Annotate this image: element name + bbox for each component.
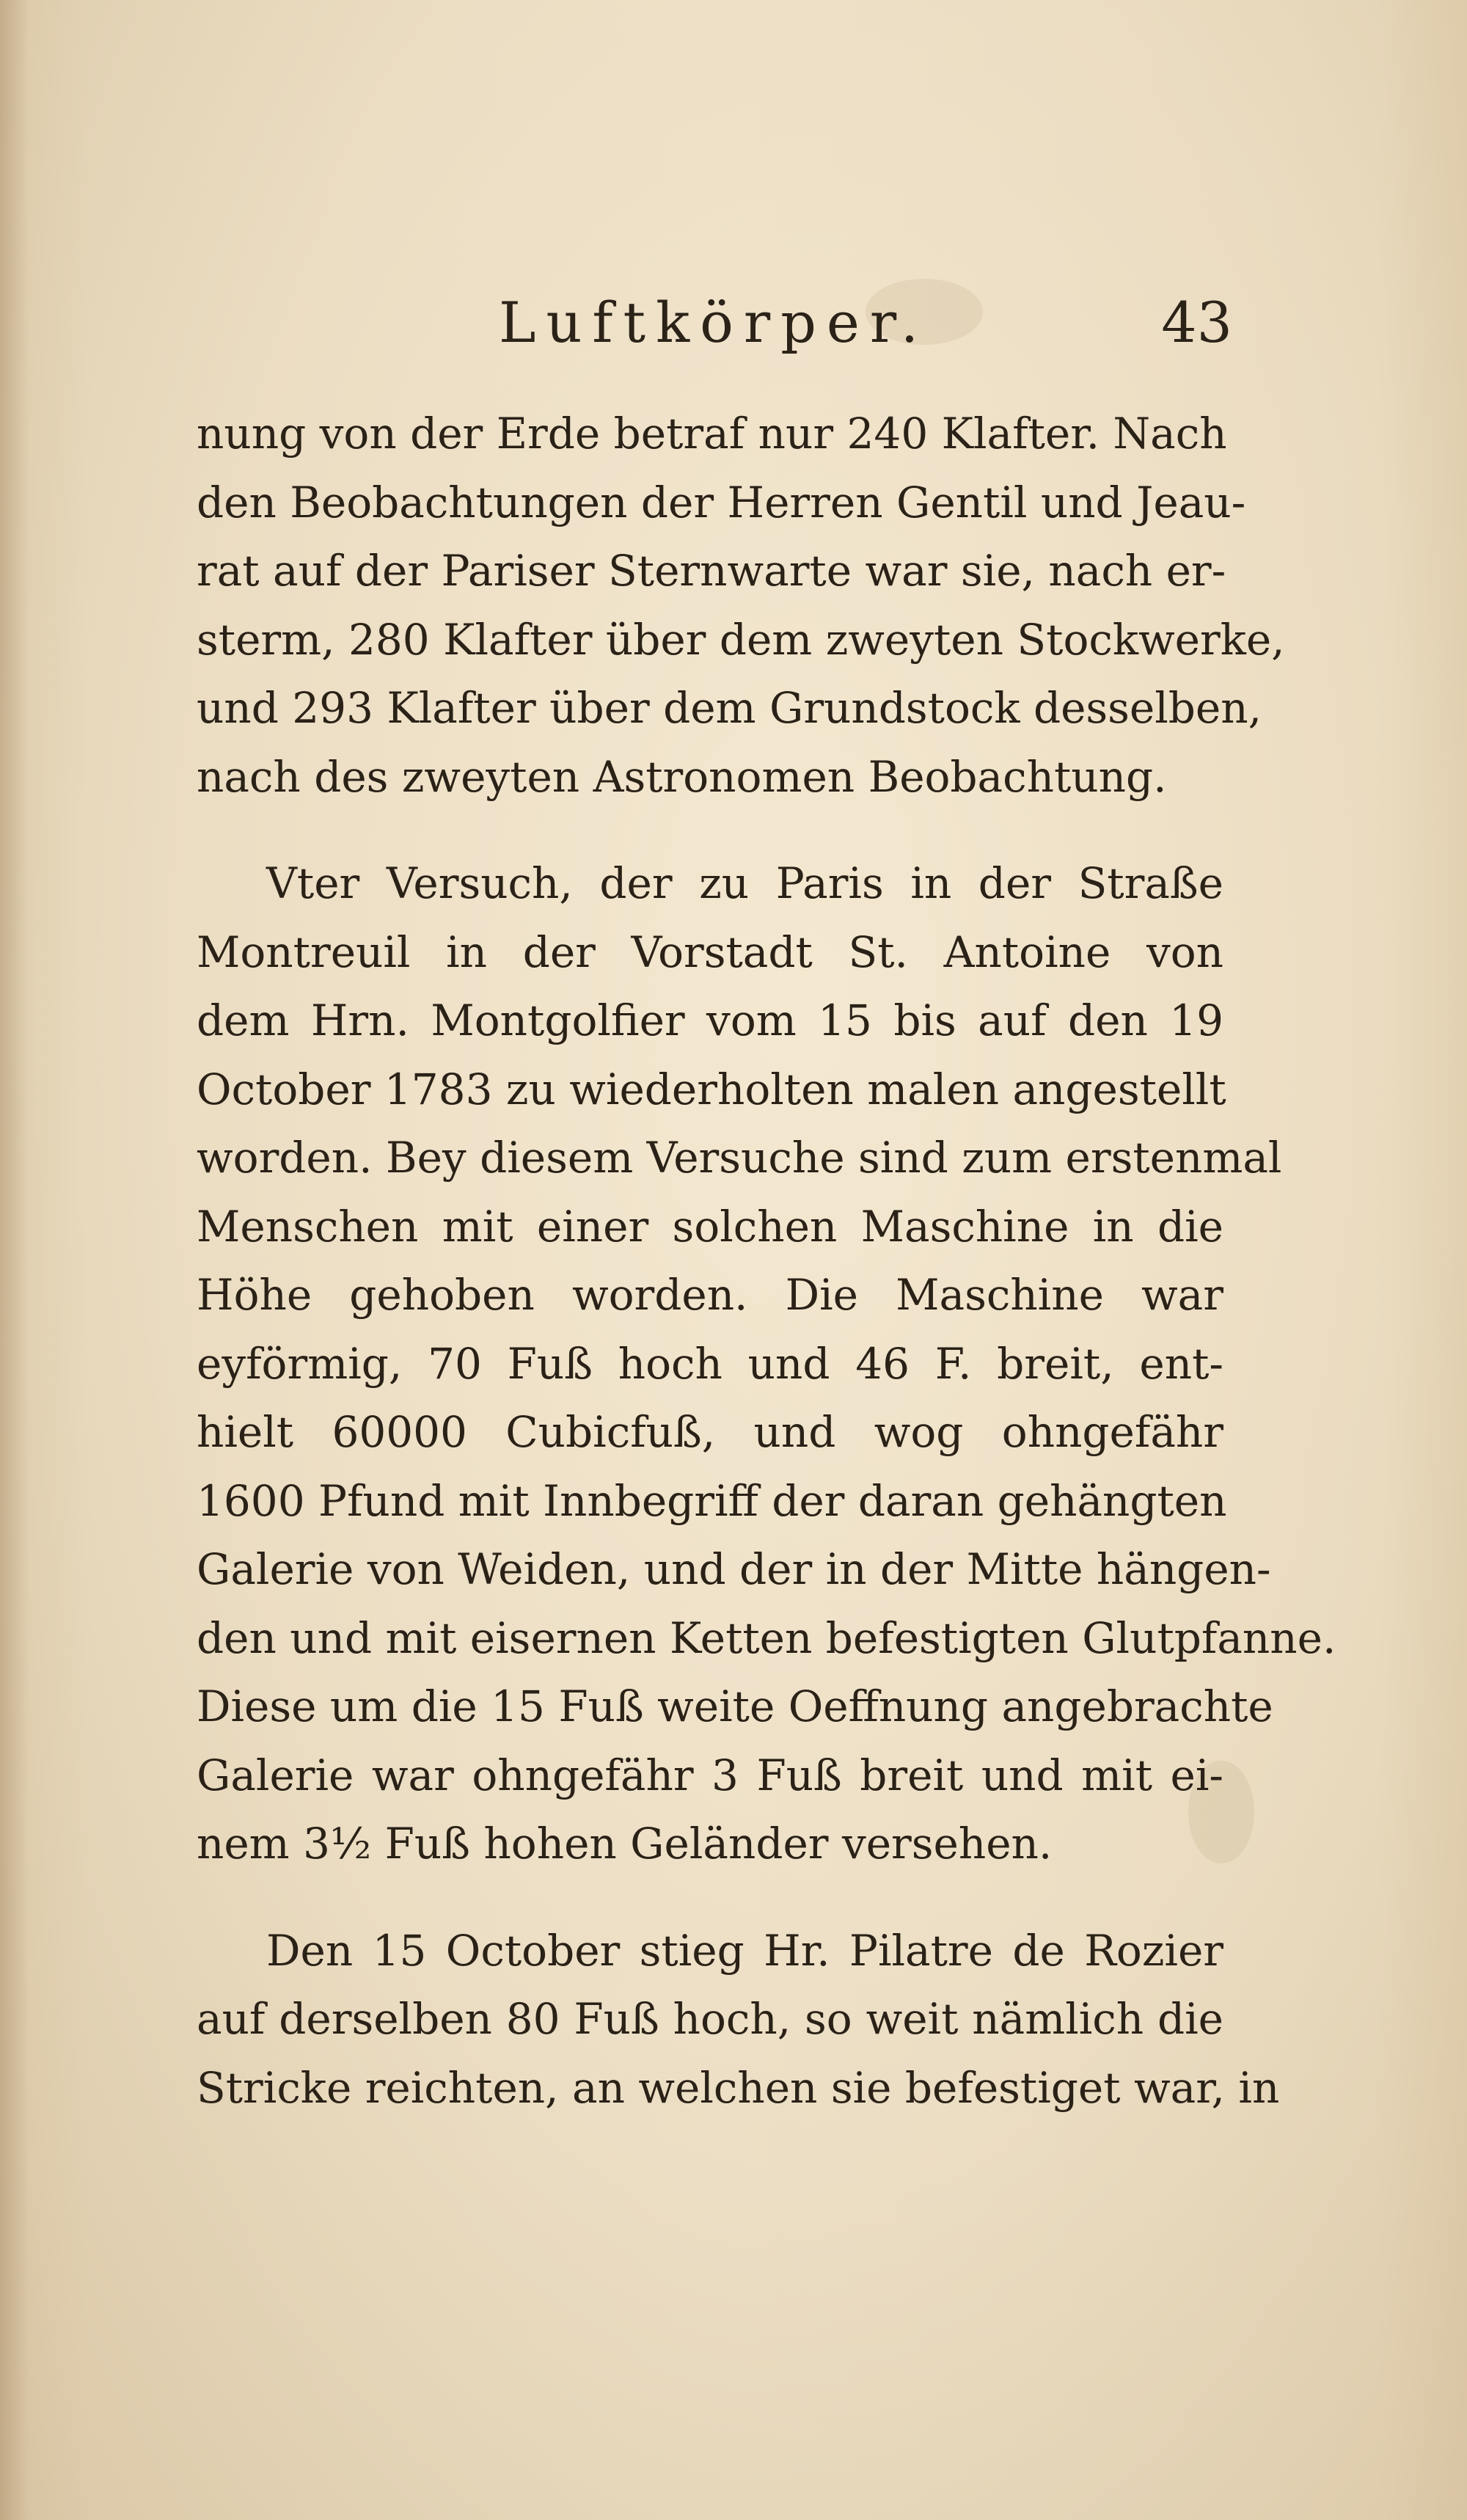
text-line: Galerie war ohngefähr 3 Fuß breit und mit ei- <box>197 1750 1223 1800</box>
text-line: sterm, 280 Klafter über dem zweyten Stockwerke, <box>197 614 1285 665</box>
page-edge-shadow <box>0 0 29 2520</box>
text-line: Galerie von Weiden, und der in der Mitte hängen- <box>197 1544 1271 1594</box>
body-text <box>197 400 1336 2122</box>
text-line: Vter Versuch, der zu Paris in der Straße <box>266 858 1223 908</box>
text-line: und 293 Klafter über dem Grundstock desselben, <box>197 683 1262 733</box>
running-title: Luftkörper. <box>499 290 929 355</box>
page-header <box>191 290 1232 370</box>
text-line: Den 15 October stieg Hr. Pilatre de Rozier <box>266 1925 1223 1976</box>
text-line: Diese um die 15 Fuß weite Oeffnung angebrachte <box>197 1681 1273 1731</box>
page-number: 43 <box>1161 290 1232 355</box>
text-line: auf derselben 80 Fuß hoch, so weit nämlich die <box>197 1994 1223 2044</box>
paragraph-3 <box>197 1917 1280 2123</box>
paragraph-2 <box>197 850 1336 1879</box>
text-line: nung von der Erde betraf nur 240 Klafter. Nach <box>197 409 1227 459</box>
text-line: nem 3½ Fuß hohen Geländer versehen. <box>197 1819 1053 1869</box>
text-line: dem Hrn. Montgolfier vom 15 bis auf den 19 <box>197 996 1223 1045</box>
paragraph-1 <box>197 400 1285 811</box>
text-line: hielt 60000 Cubicfuß, und wog ohngefähr <box>197 1407 1223 1457</box>
text-line: Höhe gehoben worden. Die Maschine war <box>197 1270 1223 1320</box>
text-line: rat auf der Pariser Sternwarte war sie, nach er- <box>197 546 1226 596</box>
text-line: Montreuil in der Vorstadt St. Antoine von <box>197 927 1223 977</box>
text-line: worden. Bey diesem Versuche sind zum erstenmal <box>197 1133 1282 1183</box>
text-line: den Beobachtungen der Herren Gentil und Jeau- <box>197 477 1246 527</box>
text-line: Stricke reichten, an welchen sie befestiget war, in <box>197 2062 1280 2113</box>
text-line: 1600 Pfund mit Innbegriff der daran gehängten <box>197 1475 1227 1526</box>
text-line: eyförmig, 70 Fuß hoch und 46 F. breit, ent- <box>197 1338 1223 1389</box>
text-line: nach des zweyten Astronomen Beobachtung. <box>197 751 1167 802</box>
text-line: October 1783 zu wiederholten malen angestellt <box>197 1064 1226 1114</box>
text-line: den und mit eisernen Ketten befestigten Glutpfanne. <box>197 1613 1336 1663</box>
text-line: Menschen mit einer solchen Maschine in die <box>197 1201 1223 1252</box>
